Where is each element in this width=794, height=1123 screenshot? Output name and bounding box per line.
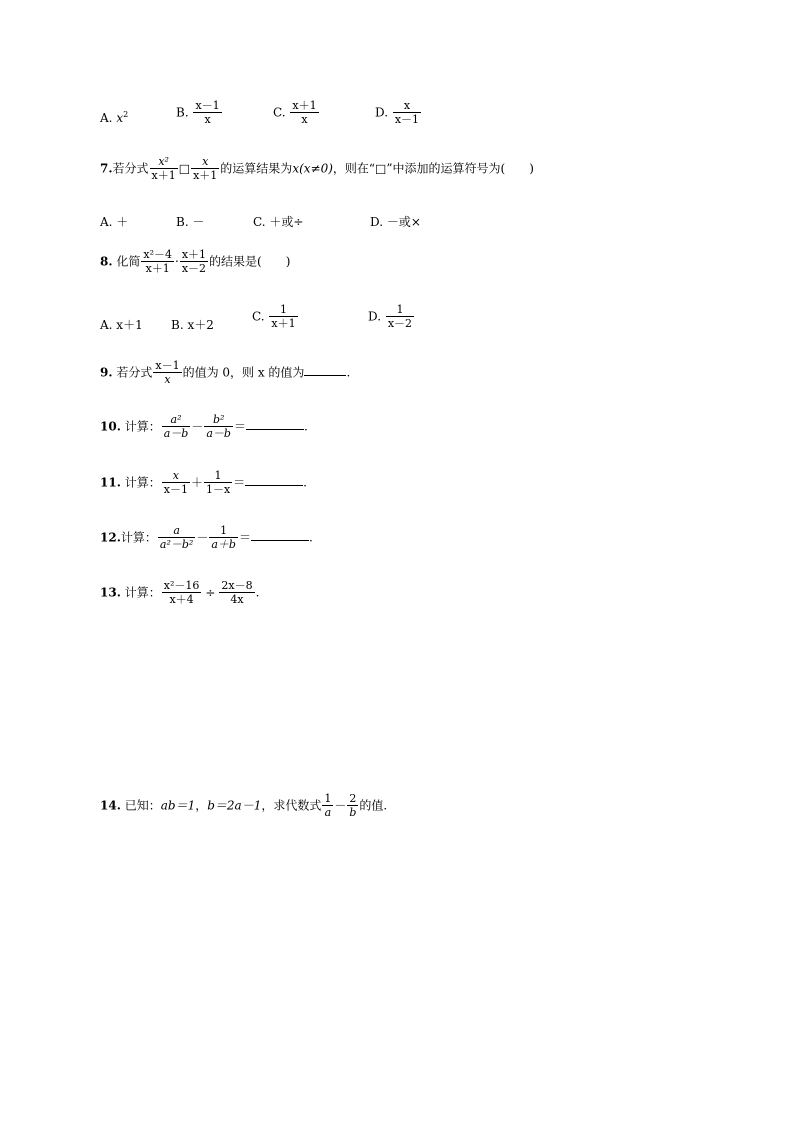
q7-option-c: C. ＋或÷ <box>253 215 304 229</box>
q8-fraction-1: $\frac{\text{x²－4}}{x+1}$ <box>143 248 172 275</box>
q6-option-b: B. $\frac{x-1}{x}$ <box>176 99 220 126</box>
q8-option-a: A. x＋1 <box>100 318 143 332</box>
q11-answer-blank[interactable] <box>245 475 303 486</box>
q10-answer-blank[interactable] <box>246 419 304 430</box>
q13-fraction-2: $\frac{2x-8}{4x}$ <box>221 579 253 606</box>
q7-option-a: A. ＋ <box>100 215 129 229</box>
q6-option-a: A. $x^2$ <box>100 110 129 125</box>
q8-stem: 8. 化简 $\frac{\text{x²－4}}{x+1}$ · $\frac{x+1}{x-2}$ 的结果是( ) <box>100 248 291 275</box>
q12-stem: 12.计算： $\frac{a}{\text{a²－b²}}$ － $\frac{1}{a+b}$ ＝ . <box>100 524 313 551</box>
q14-fraction-2: $\frac{2}{b}$ <box>349 792 357 819</box>
q9-stem: 9. 若分式 $\frac{x-1}{x}$ 的值为 0，则 x 的值为 . <box>100 359 351 386</box>
q12-fraction-1: $\frac{a}{\text{a²－b²}}$ <box>159 524 194 551</box>
q6-d-fraction: $\frac{x}{x-1}$ <box>394 99 420 126</box>
q8-option-d: D. $\frac{1}{x-2}$ <box>368 303 413 330</box>
q6-option-c: C. $\frac{x+1}{x}$ <box>273 99 317 126</box>
q7-stem: 7.若分式 $\frac{\text{x²}}{x+1}$ □ $\frac{x}{x+1}$ 的运算结果为x(x≠0)，则在“□”中添加的运算符号为( ) <box>100 155 534 182</box>
q7-fraction-2: $\frac{x}{x+1}$ <box>193 155 218 182</box>
q11-fraction-2: $\frac{1}{1-x}$ <box>205 469 231 496</box>
q14-fraction-1: $\frac{1}{a}$ <box>324 792 332 819</box>
q13-stem: 13. 计算： $\frac{\text{x²－16}}{x+4}$ ÷ $\frac{2x-8}{4x}$ . <box>100 579 260 606</box>
q9-fraction: $\frac{x-1}{x}$ <box>155 359 180 386</box>
q8-option-c: C. $\frac{1}{x+1}$ <box>252 303 296 330</box>
q6-c-fraction: $\frac{x+1}{x}$ <box>292 99 317 126</box>
q6-option-d: D. $\frac{x}{x-1}$ <box>375 99 420 126</box>
q7-fraction-1: $\frac{\text{x²}}{x+1}$ <box>151 155 176 182</box>
q11-stem: 11. 计算： $\frac{x}{x-1}$ ＋ $\frac{1}{1-x}$ ＝ . <box>100 469 307 496</box>
q9-answer-blank[interactable] <box>304 365 346 376</box>
q14-stem: 14. 已知：ab＝1，b＝2a－1，求代数式 $\frac{1}{a}$ － $\frac{2}{b}$ 的值. <box>100 792 388 819</box>
q8-fraction-2: $\frac{x+1}{x-2}$ <box>181 248 207 275</box>
q10-stem: 10. 计算： $\frac{\text{a²}}{a-b}$ － $\frac{\text{b²}}{a-b}$ ＝ . <box>100 413 308 440</box>
q12-answer-blank[interactable] <box>251 530 309 541</box>
q8-d-fraction: $\frac{1}{x-2}$ <box>387 303 413 330</box>
q8-option-b: B. x＋2 <box>171 318 214 332</box>
q8-c-fraction: $\frac{1}{x+1}$ <box>271 303 296 330</box>
q12-fraction-2: $\frac{1}{a+b}$ <box>211 524 236 551</box>
q10-fraction-2: $\frac{\text{b²}}{a-b}$ <box>206 413 231 440</box>
q13-fraction-1: $\frac{\text{x²－16}}{x+4}$ <box>163 579 200 606</box>
q10-fraction-1: $\frac{\text{a²}}{a-b}$ <box>163 413 189 440</box>
q7-option-d: D. －或× <box>370 215 421 229</box>
q7-option-b: B. － <box>176 215 205 229</box>
q6-b-fraction: $\frac{x-1}{x}$ <box>195 99 220 126</box>
q11-fraction-1: $\frac{x}{x-1}$ <box>163 469 188 496</box>
